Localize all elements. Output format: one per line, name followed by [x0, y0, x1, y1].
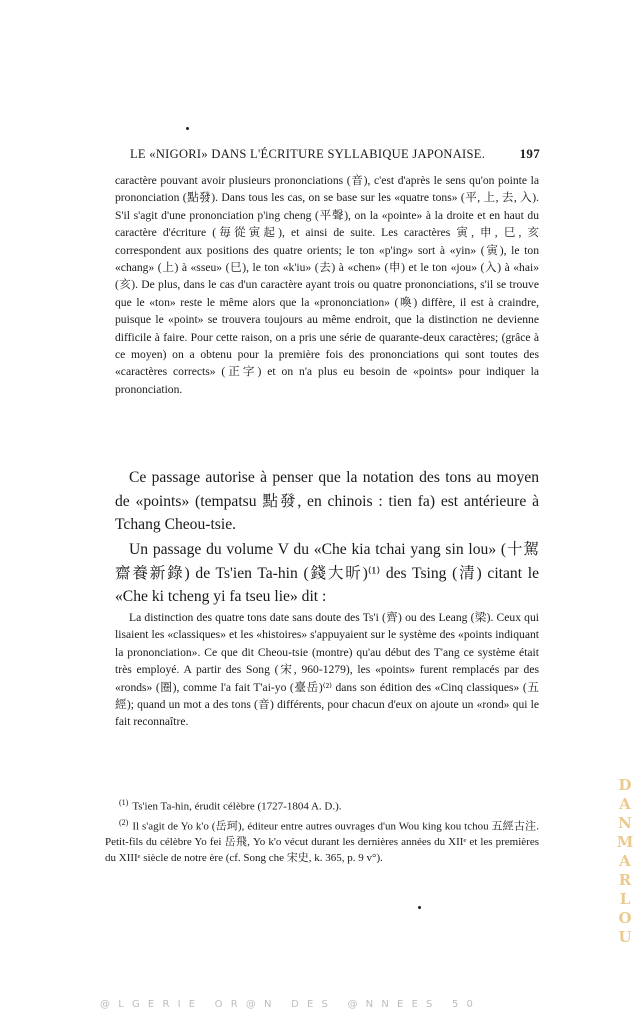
footnote — [105, 795, 539, 815]
footnote-mark: (1) — [119, 798, 129, 807]
vertical-watermark: DANMARLOU — [616, 776, 634, 947]
running-title: LE «NIGORI» DANS L'ÉCRITURE SYLLABIQUE JAPONAISE. — [130, 147, 486, 161]
footnotes — [105, 795, 539, 866]
scan-speck — [418, 906, 421, 909]
bottom-watermark: @LGERIE OR@N DES @NNEES 50 — [100, 999, 482, 1010]
quoted-paragraph: La distinction des quatre tons date sans doute des Ts'i (齊) ou des Leang (梁). Ceux qui lisaient les «classiques» et les «histoires» s'appuyaient sur le système des «points indiquant la prononciation». Ce que dit Cheou-tsie (montre) qu'au début des T'ang ce système était très employé. A partir des Song (宋, 960-1279), les «points» furent remplacés par des «ronds» (圈), comme l'a fait T'ai-yo (臺岳)⁽²⁾ dans son édition des «Cinq classiques» (五經); quand un mot a des tons (音) différents, pour chacun d'eux on ajoute un «rond» qui le fait reconnaître. — [115, 611, 539, 729]
body-paragraph: Ce passage autorise à penser que la notation des tons au moyen de «points» (tempatsu 點發, en chinois : tien fa) est antérieure à Tchang Cheou-tsie. — [115, 469, 539, 534]
scan-speck — [186, 127, 189, 130]
running-head — [130, 146, 540, 162]
footnote-text: Il s'agit de Yo k'o (岳珂), éditeur entre autres ouvrages d'un Wou king kou tchou 五經古注. Petit-fils du célèbre Yo fei 岳飛, Yo k'o vécut durant les dernières années du XIIᵉ et les premières du XIIIᵉ siècle de notre ère (cf. Song che 宋史, k. 365, p. 9 v°). — [105, 820, 539, 865]
body-paragraph: Un passage du volume V du «Che kia tchai yang sin lou» (十駕齋養新錄) de Ts'ien Ta-hin (錢大昕)⁽¹⁾ des Tsing (清) citant le «Che ki tcheng yi fa tseu lie» dit : — [115, 541, 539, 606]
footnote-mark: (2) — [119, 817, 129, 827]
footnote-text: Ts'ien Ta-hin, érudit célèbre (1727-1804 A. D.). — [132, 800, 342, 813]
quoted-paragraph-continuation: caractère pouvant avoir plusieurs prononciations (音), c'est d'après le sens qu'on pointe la prononciation (點發). Dans tous les cas, on se base sur les «quatre tons» (平, 上, 去, 入). S'il s'agit d'une prononciation p'ing cheng (平聲), on la «pointe» à la droite et en haut du caractère d'écriture (毎從寅起), et ainsi de suite. Les caractères 寅, 申, 巳, 亥 correspondent aux positions des quatre orients; le ton «p'ing» sort à «yin» (寅), le ton «chang» (上) à «sseu» (巳), le ton «k'iu» (去) à «chen» (申) et le ton «jou» (入) à «hai» (亥). De plus, dans le cas d'un caractère ayant trois ou quatre prononciations, s'il se trouve que le «ton» reste le même alors que la «prononciation» (喚) diffère, il est à craindre, puisque le «point» se trouvera toujours au même endroit, que la distinction ne devienne difficile à faire. Pour cette raison, on a pris une série de quarante-deux caractères; (grâce à ce moyen) on a obtenu pour la première fois des prononciations qui sont toutes des «caractères corrects» (正字) et on n'a plus eu besoin de «points» pour indiquer la prononciation. — [115, 174, 539, 396]
footnote — [105, 815, 539, 867]
page-number: 197 — [519, 146, 540, 161]
